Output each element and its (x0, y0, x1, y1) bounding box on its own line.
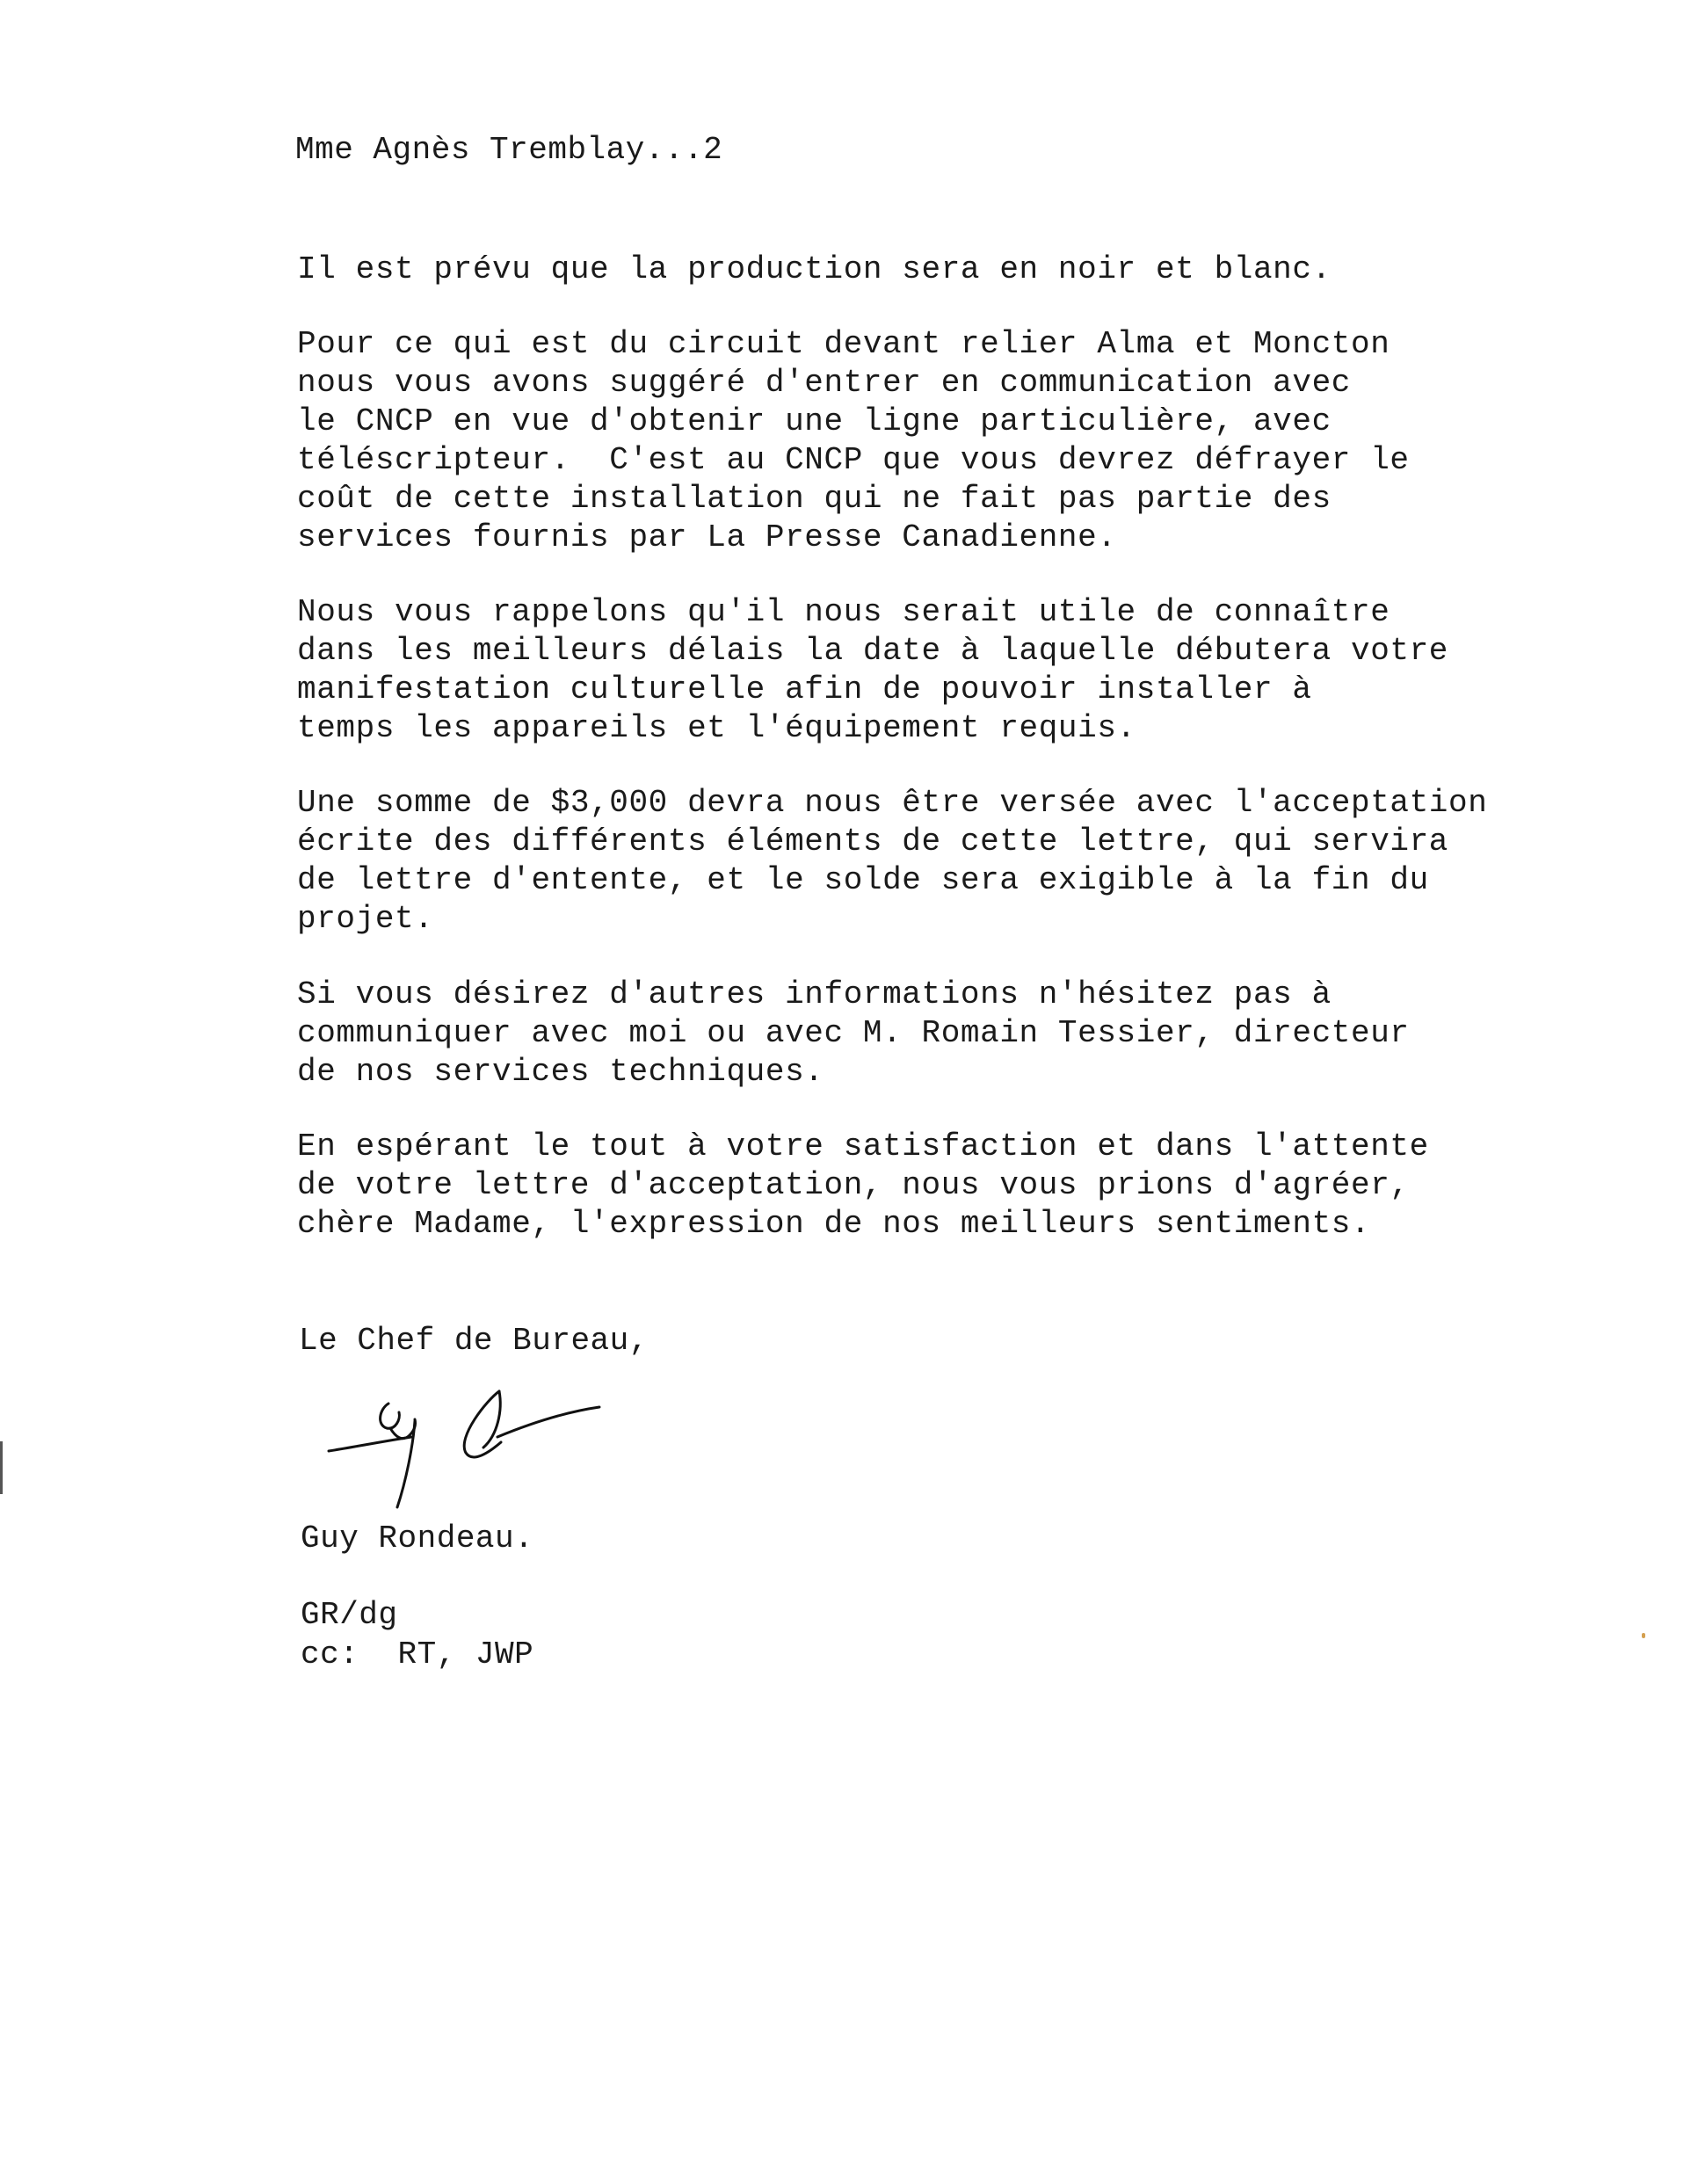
paragraph-2-line-2: nous vous avons suggéré d'entrer en communication avec (297, 365, 1351, 401)
paragraph-2-line-6: services fournis par La Presse Canadienne. (297, 519, 1117, 555)
closing-title: Le Chef de Bureau, (299, 1323, 649, 1359)
paragraph-1-line-1: Il est prévu que la production sera en noir et blanc. (297, 251, 1332, 287)
carbon-copy-line: cc: RT, JWP (301, 1636, 534, 1672)
paragraph-2-line-1: Pour ce qui est du circuit devant relier Alma et Moncton (297, 326, 1390, 362)
paragraph-3-line-3: manifestation culturelle afin de pouvoir installer à (297, 671, 1312, 707)
paragraph-3-line-1: Nous vous rappelons qu'il nous serait utile de connaître (297, 594, 1390, 630)
paragraph-3-line-4: temps les appareils et l'équipement requis. (297, 710, 1136, 746)
page-header: Mme Agnès Tremblay...2 (295, 132, 723, 168)
scan-edge-mark (0, 1441, 3, 1494)
paragraph-2-line-5: coût de cette installation qui ne fait pas partie des (297, 481, 1332, 517)
reference-initials: GR/dg (301, 1597, 398, 1633)
paragraph-4-line-4: projet. (297, 901, 434, 937)
paragraph-5-line-3: de nos services techniques. (297, 1054, 824, 1090)
paragraph-6-line-3: chère Madame, l'expression de nos meilleurs sentiments. (297, 1206, 1371, 1242)
paragraph-6-line-1: En espérant le tout à votre satisfaction et dans l'attente (297, 1128, 1429, 1165)
signer-name: Guy Rondeau. (301, 1520, 534, 1556)
scan-speck (1642, 1633, 1645, 1638)
paragraph-4-line-2: écrite des différents éléments de cette lettre, qui servira (297, 824, 1449, 860)
handwritten-signature (325, 1367, 606, 1516)
paragraph-4-line-3: de lettre d'entente, et le solde sera exigible à la fin du (297, 862, 1429, 898)
paragraph-3-line-2: dans les meilleurs délais la date à laquelle débutera votre (297, 633, 1449, 669)
paragraph-5-line-1: Si vous désirez d'autres informations n'hésitez pas à (297, 976, 1332, 1012)
paragraph-2-line-4: téléscripteur. C'est au CNCP que vous devrez défrayer le (297, 442, 1410, 478)
paragraph-5-line-2: communiquer avec moi ou avec M. Romain Tessier, directeur (297, 1015, 1410, 1051)
paragraph-2-line-3: le CNCP en vue d'obtenir une ligne particulière, avec (297, 403, 1332, 439)
paragraph-4-line-1: Une somme de $3,000 devra nous être versée avec l'acceptation (297, 785, 1488, 821)
paragraph-6-line-2: de votre lettre d'acceptation, nous vous prions d'agréer, (297, 1167, 1410, 1203)
